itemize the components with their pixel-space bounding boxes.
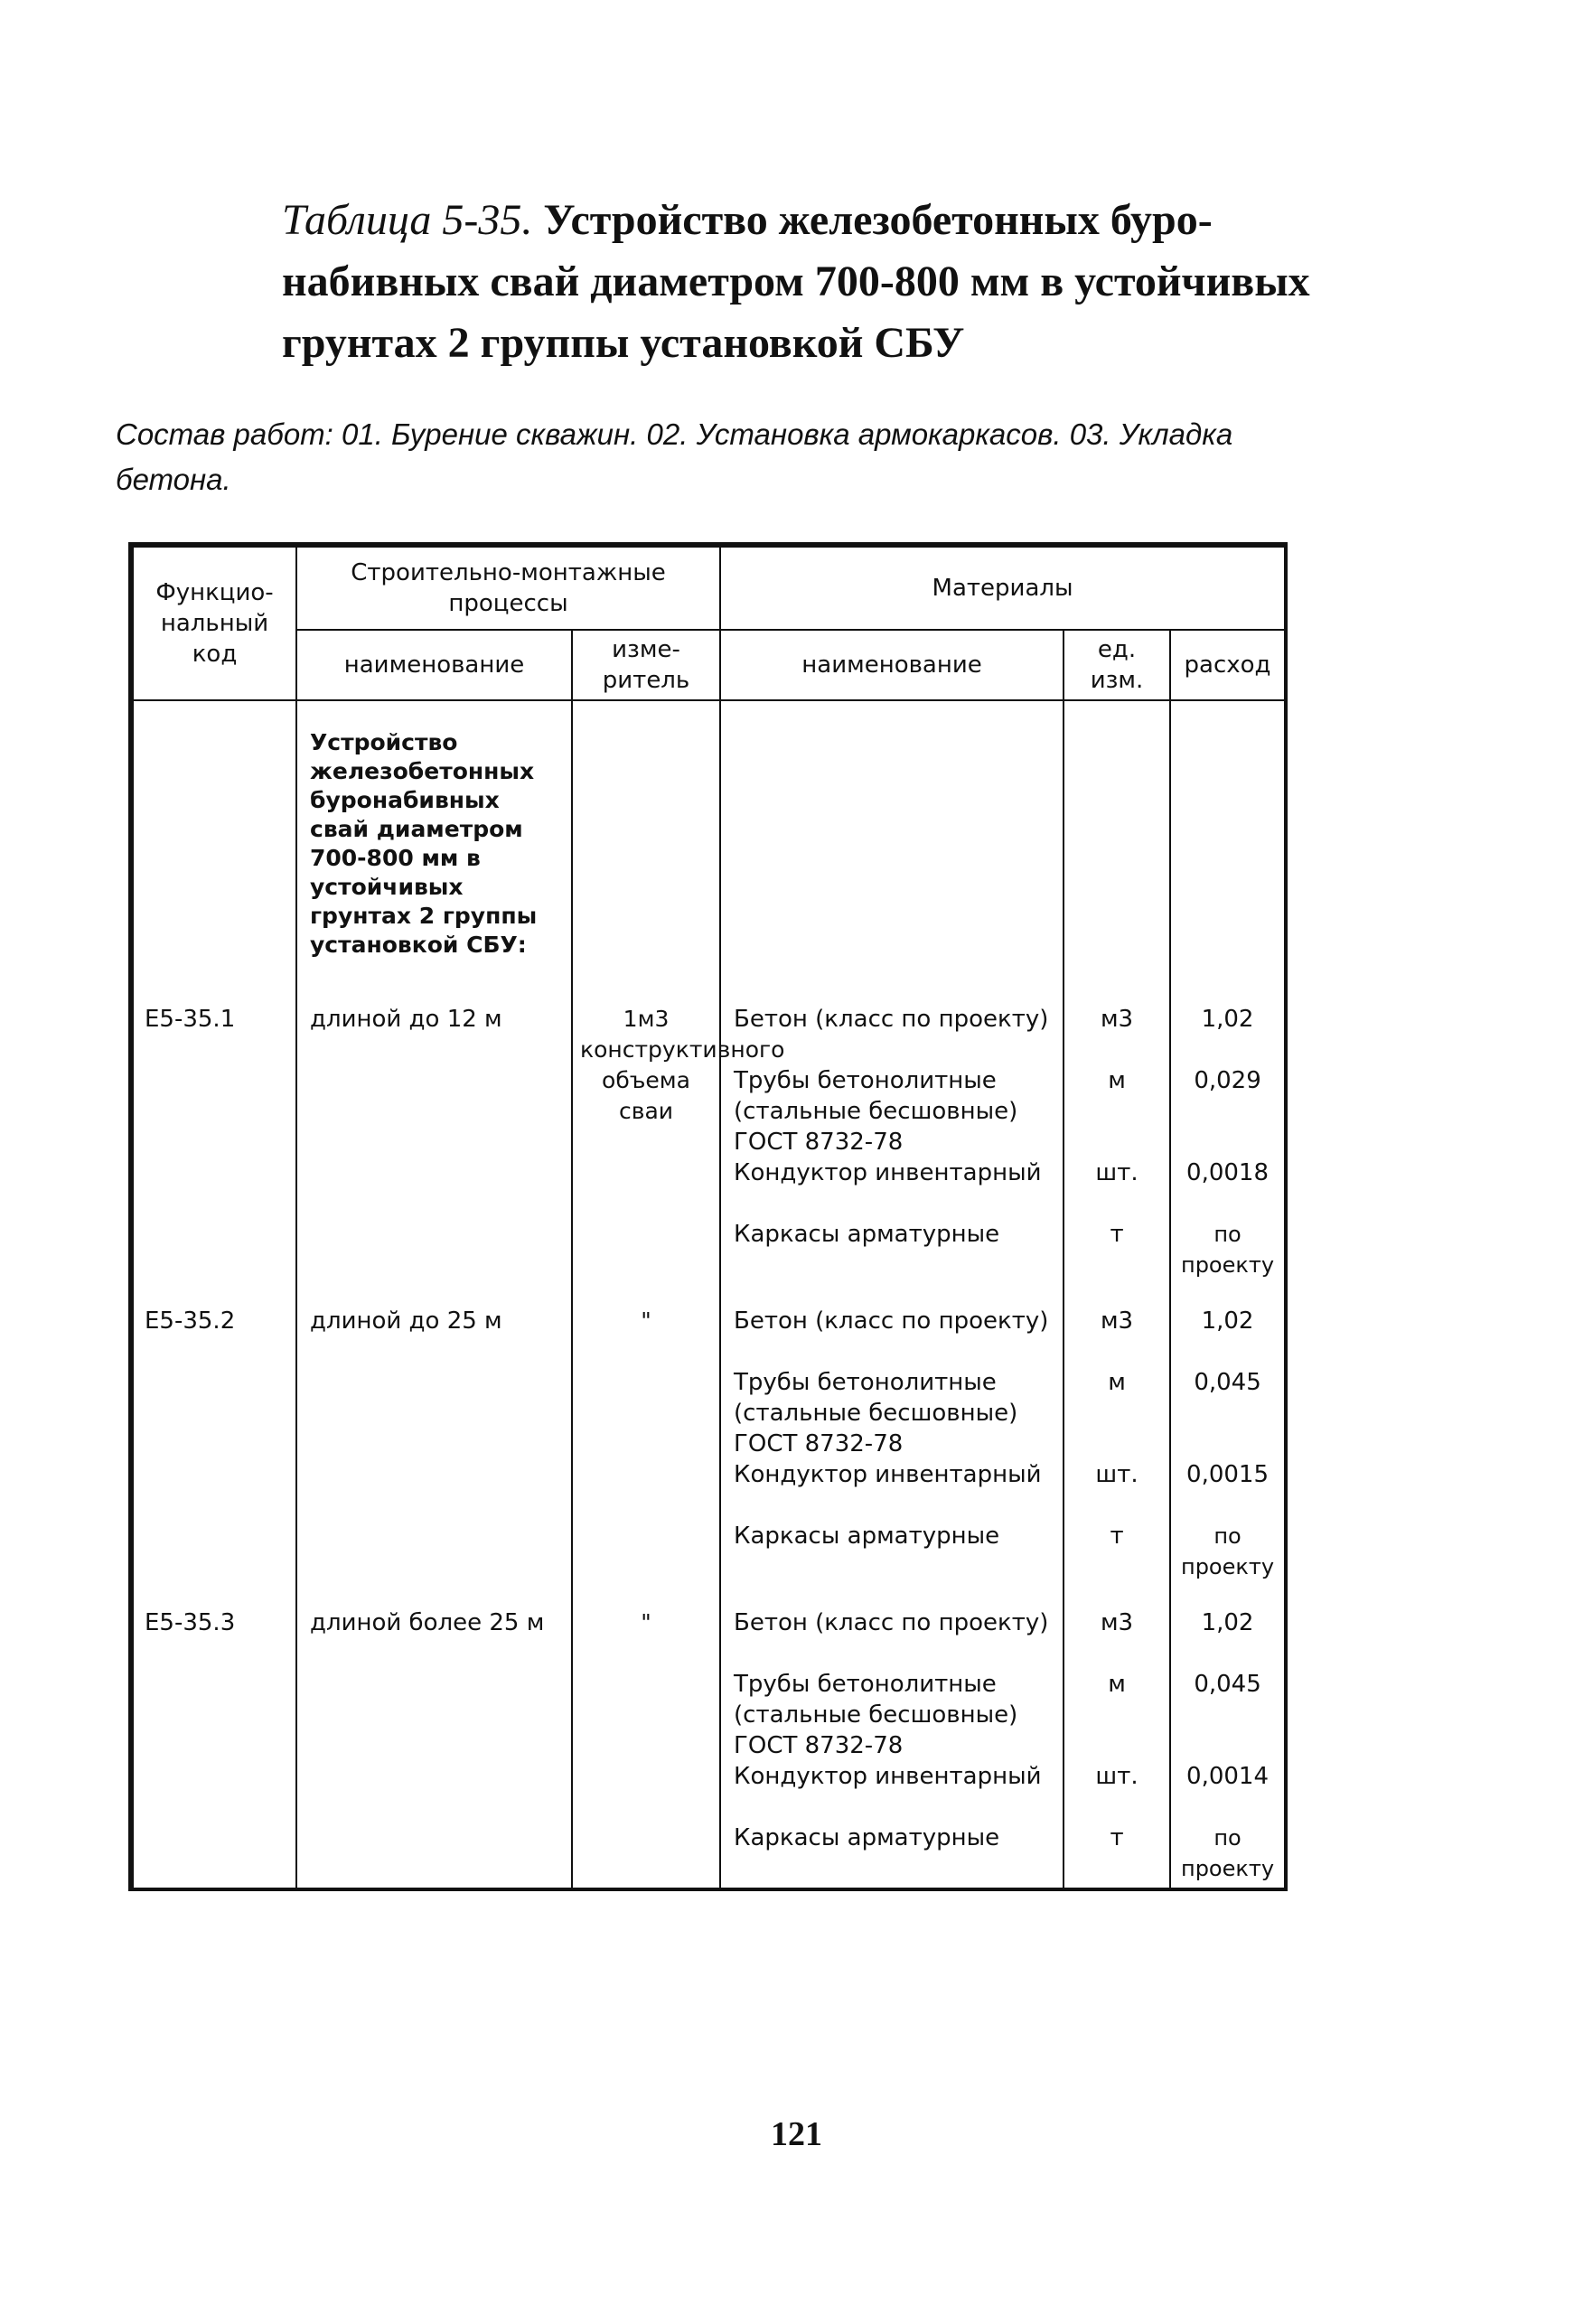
- table-title: [282, 190, 1312, 374]
- material-name: Кондуктор инвентарный: [734, 1763, 1042, 1790]
- row-material-names: [720, 982, 1064, 1284]
- material-unit: м3: [1100, 1307, 1134, 1335]
- row-meter: ": [572, 1284, 720, 1586]
- material-name: Трубы бетонолитные (стальные бесшовные) ГОСТ 8732-78: [734, 1067, 1018, 1156]
- material-qty: 1,02: [1201, 1006, 1254, 1033]
- row-material-names: [720, 1586, 1064, 1888]
- row-material-qty: [1170, 982, 1285, 1284]
- table-row: [133, 1586, 1285, 1888]
- row-code: Е5-35.2: [133, 1284, 296, 1586]
- header-processes: Строительно-монтажные процессы: [296, 547, 720, 630]
- material-name: Каркасы арматурные: [734, 1824, 1000, 1851]
- table-title-lead: Таблица 5-35.: [282, 196, 533, 244]
- material-qty: 1,02: [1201, 1609, 1254, 1636]
- material-qty: 0,029: [1194, 1067, 1261, 1094]
- material-unit: м3: [1100, 1006, 1134, 1033]
- row-meter: ": [572, 1586, 720, 1888]
- section-description: Устройство железобетонных буронабивных свай диаметром 700-800 мм в устойчивых грунтах 2 группы установкой СБУ:: [296, 700, 572, 982]
- material-qty: 0,0014: [1186, 1763, 1270, 1790]
- material-name: Бетон (класс по проекту): [734, 1307, 1049, 1335]
- material-unit: шт.: [1095, 1763, 1139, 1790]
- work-composition: Состав работ: 01. Бурение скважин. 02. Установка армокаркасов. 03. Укладка бетона.: [116, 417, 1233, 496]
- table-row: [133, 982, 1285, 1284]
- material-qty: по проекту: [1181, 1222, 1275, 1278]
- row-material-qty: [1170, 1586, 1285, 1888]
- material-qty: по проекту: [1181, 1825, 1275, 1881]
- header-materials: Материалы: [720, 547, 1285, 630]
- row-process: длиной до 12 м: [296, 982, 572, 1284]
- material-name: Каркасы арматурные: [734, 1221, 1000, 1248]
- header-mat-qty: расход: [1170, 630, 1285, 700]
- row-process: длиной до 25 м: [296, 1284, 572, 1586]
- norm-table: [128, 542, 1288, 1891]
- material-name: Бетон (класс по проекту): [734, 1609, 1049, 1636]
- material-name: Трубы бетонолитные (стальные бесшовные) ГОСТ 8732-78: [734, 1369, 1018, 1457]
- header-proc-meter: изме-ритель: [572, 630, 720, 700]
- material-unit: шт.: [1095, 1159, 1139, 1186]
- material-name: Кондуктор инвентарный: [734, 1461, 1042, 1488]
- material-unit: м: [1108, 1067, 1126, 1094]
- row-process: длиной более 25 м: [296, 1586, 572, 1888]
- material-qty: 1,02: [1201, 1307, 1254, 1335]
- material-unit: т: [1110, 1824, 1124, 1851]
- table-row: [133, 1284, 1285, 1586]
- material-name: Кондуктор инвентарный: [734, 1159, 1042, 1186]
- material-unit: м: [1108, 1671, 1126, 1698]
- material-unit: м3: [1100, 1609, 1134, 1636]
- material-unit: шт.: [1095, 1461, 1139, 1488]
- row-material-units: [1064, 1284, 1170, 1586]
- material-qty: 0,0015: [1186, 1461, 1270, 1488]
- material-unit: м: [1108, 1369, 1126, 1396]
- row-code: Е5-35.1: [133, 982, 296, 1284]
- material-unit: т: [1110, 1523, 1124, 1550]
- material-qty: 0,045: [1194, 1369, 1261, 1396]
- material-name: Бетон (класс по проекту): [734, 1006, 1049, 1033]
- header-mat-unit: ед. изм.: [1064, 630, 1170, 700]
- page-number: 121: [771, 2115, 822, 2153]
- header-proc-name: наименование: [296, 630, 572, 700]
- row-meter: 1м3 конструктивного объема сваи: [572, 982, 720, 1284]
- row-material-qty: [1170, 1284, 1285, 1586]
- table-title-text: Устройство железобетонных буро-набивных свай диаметром 700-800 мм в устойчивых грунтах 2 группы установкой СБУ: [282, 196, 1310, 367]
- row-material-names: [720, 1284, 1064, 1586]
- header-code: Функцио-нальный код: [133, 547, 296, 700]
- header-mat-name: наименование: [720, 630, 1064, 700]
- material-name: Каркасы арматурные: [734, 1523, 1000, 1550]
- material-qty: по проекту: [1181, 1523, 1275, 1579]
- row-material-units: [1064, 982, 1170, 1284]
- row-code: Е5-35.3: [133, 1586, 296, 1888]
- row-material-units: [1064, 1586, 1170, 1888]
- material-qty: 0,0018: [1186, 1159, 1270, 1186]
- material-qty: 0,045: [1194, 1671, 1261, 1698]
- material-name: Трубы бетонолитные (стальные бесшовные) ГОСТ 8732-78: [734, 1671, 1018, 1759]
- material-unit: т: [1110, 1221, 1124, 1248]
